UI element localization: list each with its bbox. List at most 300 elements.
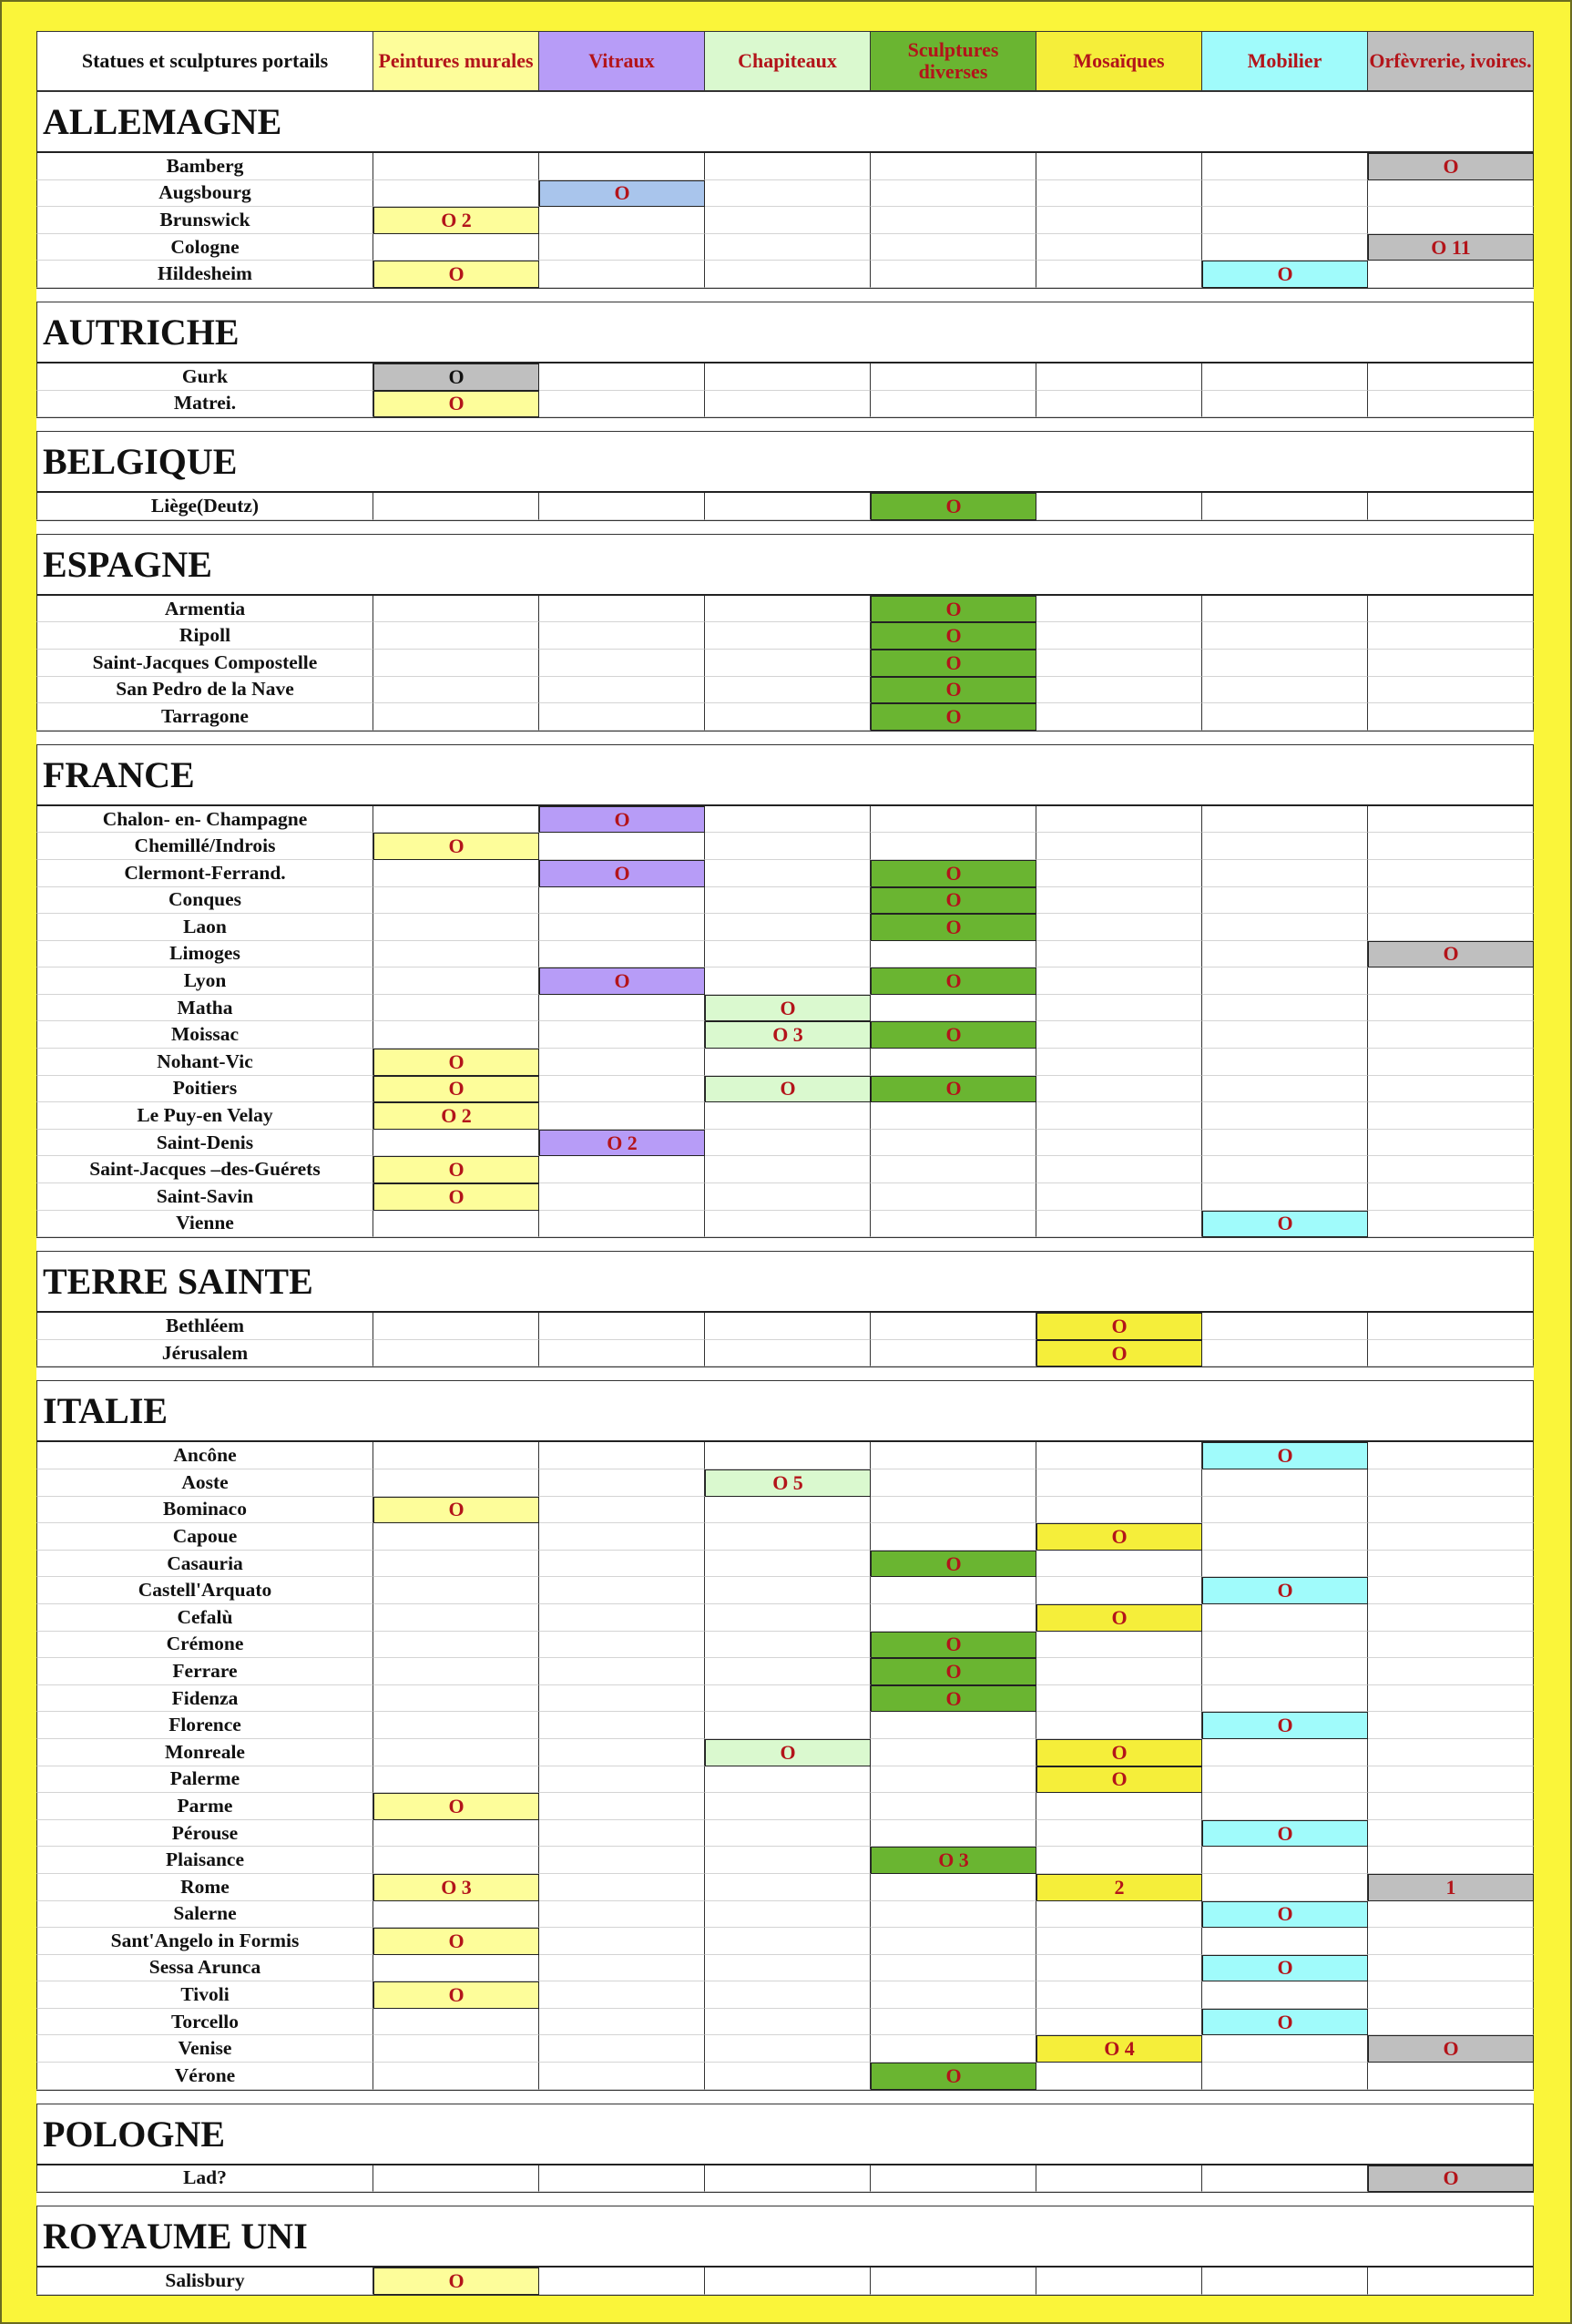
marker-cell: O: [871, 1632, 1036, 1659]
place-name: Brunswick: [36, 207, 373, 234]
place-name: Gurk: [36, 363, 373, 391]
empty-cell: [1036, 1901, 1202, 1929]
empty-cell: [373, 493, 539, 520]
empty-cell: [539, 1712, 705, 1739]
empty-cell: [705, 1901, 871, 1929]
empty-cell: [1368, 622, 1534, 650]
empty-cell: [1368, 1497, 1534, 1524]
empty-cell: [539, 995, 705, 1022]
empty-cell: [871, 1156, 1036, 1183]
empty-cell: [1368, 1685, 1534, 1713]
empty-cell: [539, 1901, 705, 1929]
marker-cell: O: [373, 1497, 539, 1524]
empty-cell: [871, 1049, 1036, 1076]
empty-cell: [539, 2035, 705, 2063]
place-name: Lad?: [36, 2165, 373, 2193]
empty-cell: [373, 806, 539, 834]
empty-cell: [539, 1523, 705, 1551]
empty-cell: [705, 1793, 871, 1820]
empty-cell: [871, 1955, 1036, 1982]
empty-cell: [373, 1901, 539, 1929]
empty-cell: [373, 887, 539, 915]
marker-cell: O: [871, 596, 1036, 623]
empty-cell: [705, 493, 871, 520]
marker-cell: O: [1202, 2009, 1368, 2036]
empty-cell: [1202, 2063, 1368, 2090]
empty-cell: [373, 1658, 539, 1685]
marker-cell: O: [1036, 1739, 1202, 1766]
empty-cell: [705, 1523, 871, 1551]
empty-cell: [539, 833, 705, 860]
empty-cell: [1368, 1469, 1534, 1497]
place-name: Saint-Savin: [36, 1183, 373, 1211]
empty-cell: [539, 1820, 705, 1848]
empty-cell: [1368, 1102, 1534, 1130]
empty-cell: [705, 1313, 871, 1340]
empty-cell: [705, 1847, 871, 1874]
empty-cell: [871, 1523, 1036, 1551]
marker-cell: O: [871, 860, 1036, 887]
empty-cell: [373, 941, 539, 968]
empty-cell: [1036, 1928, 1202, 1955]
empty-cell: [1036, 207, 1202, 234]
empty-cell: [1036, 2063, 1202, 2090]
empty-cell: [539, 1981, 705, 2009]
empty-cell: [373, 1523, 539, 1551]
marker-cell: O: [373, 391, 539, 418]
empty-cell: [705, 234, 871, 261]
empty-cell: [539, 1632, 705, 1659]
place-name: Rome: [36, 1874, 373, 1901]
empty-cell: [1202, 2035, 1368, 2063]
marker-cell: O 5: [705, 1469, 871, 1497]
empty-cell: [539, 1928, 705, 1955]
empty-cell: [373, 1551, 539, 1578]
empty-cell: [539, 153, 705, 180]
empty-cell: [539, 1102, 705, 1130]
marker-cell: O: [705, 995, 871, 1022]
place-name: Plaisance: [36, 1847, 373, 1874]
empty-cell: [539, 1156, 705, 1183]
place-name: Saint-Denis: [36, 1130, 373, 1157]
empty-cell: [1202, 622, 1368, 650]
place-name: Aoste: [36, 1469, 373, 1497]
empty-cell: [1368, 1739, 1534, 1766]
empty-cell: [705, 1604, 871, 1632]
empty-cell: [373, 1766, 539, 1794]
place-name: Chemillé/Indrois: [36, 833, 373, 860]
empty-cell: [373, 622, 539, 650]
country-heading: AUTRICHE: [36, 302, 1534, 363]
empty-cell: [871, 1712, 1036, 1739]
header-cell: Peintures murales: [373, 31, 539, 91]
place-name: Palerme: [36, 1766, 373, 1794]
empty-cell: [1036, 1712, 1202, 1739]
header-cell: Vitraux: [539, 31, 705, 91]
marker-cell: O: [373, 261, 539, 288]
empty-cell: [539, 1076, 705, 1103]
marker-cell: O: [1368, 2165, 1534, 2193]
place-name: Ferrare: [36, 1658, 373, 1685]
place-name: Cologne: [36, 234, 373, 261]
empty-cell: [871, 941, 1036, 968]
empty-cell: [1036, 180, 1202, 208]
empty-cell: [1202, 363, 1368, 391]
marker-cell: 1: [1368, 1874, 1534, 1901]
section-separator: [36, 1237, 1534, 1251]
empty-cell: [1202, 833, 1368, 860]
empty-cell: [705, 1712, 871, 1739]
empty-cell: [1368, 1604, 1534, 1632]
empty-cell: [1202, 596, 1368, 623]
empty-cell: [539, 1551, 705, 1578]
empty-cell: [1202, 234, 1368, 261]
empty-cell: [705, 650, 871, 677]
place-name: Sessa Arunca: [36, 1955, 373, 1982]
empty-cell: [705, 914, 871, 941]
empty-cell: [1202, 2268, 1368, 2295]
empty-cell: [1202, 914, 1368, 941]
empty-cell: [1202, 860, 1368, 887]
place-name: Saint-Jacques –des-Guérets: [36, 1156, 373, 1183]
place-name: Poitiers: [36, 1076, 373, 1103]
empty-cell: [539, 1766, 705, 1794]
empty-cell: [705, 1442, 871, 1469]
place-name: Laon: [36, 914, 373, 941]
country-heading: ALLEMAGNE: [36, 91, 1534, 153]
place-name: Liège(Deutz): [36, 493, 373, 520]
empty-cell: [373, 180, 539, 208]
marker-cell: O: [705, 1739, 871, 1766]
empty-cell: [705, 833, 871, 860]
place-name: Fidenza: [36, 1685, 373, 1713]
marker-cell: O: [373, 1793, 539, 1820]
empty-cell: [1202, 941, 1368, 968]
empty-cell: [1202, 1739, 1368, 1766]
empty-cell: [705, 1211, 871, 1238]
marker-cell: O: [871, 703, 1036, 731]
place-name: Ripoll: [36, 622, 373, 650]
empty-cell: [539, 1955, 705, 1982]
empty-cell: [1036, 833, 1202, 860]
empty-cell: [1202, 1874, 1368, 1901]
empty-cell: [1368, 1847, 1534, 1874]
empty-cell: [705, 1577, 871, 1604]
empty-cell: [1036, 363, 1202, 391]
marker-cell: O: [539, 180, 705, 208]
empty-cell: [1368, 2009, 1534, 2036]
place-name: Torcello: [36, 2009, 373, 2036]
empty-cell: [539, 363, 705, 391]
empty-cell: [705, 1685, 871, 1713]
marker-cell: O: [373, 1076, 539, 1103]
marker-cell: O: [871, 914, 1036, 941]
empty-cell: [373, 2009, 539, 2036]
empty-cell: [871, 363, 1036, 391]
empty-cell: [373, 1632, 539, 1659]
empty-cell: [1036, 860, 1202, 887]
empty-cell: [1036, 1847, 1202, 1874]
empty-cell: [1368, 1340, 1534, 1367]
empty-cell: [1202, 493, 1368, 520]
empty-cell: [871, 261, 1036, 288]
empty-cell: [373, 2165, 539, 2193]
marker-cell: O 3: [871, 1847, 1036, 1874]
empty-cell: [373, 1577, 539, 1604]
empty-cell: [373, 967, 539, 995]
empty-cell: [1036, 1442, 1202, 1469]
empty-cell: [705, 1049, 871, 1076]
empty-cell: [705, 1874, 871, 1901]
empty-cell: [871, 1102, 1036, 1130]
empty-cell: [1202, 887, 1368, 915]
empty-cell: [373, 1955, 539, 1982]
place-name: Ancône: [36, 1442, 373, 1469]
empty-cell: [705, 1156, 871, 1183]
marker-cell: O: [871, 2063, 1036, 2090]
marker-cell: O: [373, 363, 539, 391]
empty-cell: [871, 1766, 1036, 1794]
empty-cell: [871, 1793, 1036, 1820]
empty-cell: [1368, 1523, 1534, 1551]
place-name: Monreale: [36, 1739, 373, 1766]
empty-cell: [1202, 1928, 1368, 1955]
empty-cell: [1202, 1551, 1368, 1578]
empty-cell: [705, 1497, 871, 1524]
country-heading: TERRE SAINTE: [36, 1251, 1534, 1313]
empty-cell: [871, 2009, 1036, 2036]
place-name: Crémone: [36, 1632, 373, 1659]
empty-cell: [373, 1313, 539, 1340]
empty-cell: [373, 914, 539, 941]
empty-cell: [871, 1211, 1036, 1238]
empty-cell: [1202, 1021, 1368, 1049]
empty-cell: [1202, 806, 1368, 834]
empty-cell: [705, 887, 871, 915]
empty-cell: [705, 967, 871, 995]
empty-cell: [1036, 995, 1202, 1022]
place-name: Chalon- en- Champagne: [36, 806, 373, 834]
place-name: Lyon: [36, 967, 373, 995]
marker-cell: O: [871, 967, 1036, 995]
place-name: Florence: [36, 1712, 373, 1739]
empty-cell: [539, 1497, 705, 1524]
empty-cell: [1202, 1313, 1368, 1340]
empty-cell: [1202, 1049, 1368, 1076]
marker-cell: O: [373, 1981, 539, 2009]
marker-cell: O: [871, 887, 1036, 915]
marker-cell: O 3: [373, 1874, 539, 1901]
empty-cell: [1036, 677, 1202, 704]
art-inventory-table: [36, 31, 1534, 2309]
empty-cell: [539, 2268, 705, 2295]
empty-cell: [871, 2035, 1036, 2063]
empty-cell: [539, 650, 705, 677]
empty-cell: [1368, 2268, 1534, 2295]
place-name: Limoges: [36, 941, 373, 968]
empty-cell: [1368, 1313, 1534, 1340]
marker-cell: O: [373, 1928, 539, 1955]
empty-cell: [871, 1497, 1036, 1524]
empty-cell: [539, 1049, 705, 1076]
empty-cell: [705, 1955, 871, 1982]
empty-cell: [539, 1340, 705, 1367]
empty-cell: [705, 1981, 871, 2009]
empty-cell: [539, 622, 705, 650]
empty-cell: [1036, 1469, 1202, 1497]
empty-cell: [539, 914, 705, 941]
empty-cell: [1368, 1130, 1534, 1157]
section-separator: [36, 288, 1534, 302]
empty-cell: [705, 2268, 871, 2295]
place-name: Bethléem: [36, 1313, 373, 1340]
place-name: Saint-Jacques Compostelle: [36, 650, 373, 677]
empty-cell: [1036, 887, 1202, 915]
empty-cell: [1368, 1211, 1534, 1238]
empty-cell: [1036, 234, 1202, 261]
empty-cell: [705, 207, 871, 234]
empty-cell: [1036, 1955, 1202, 1982]
empty-cell: [871, 1928, 1036, 1955]
empty-cell: [1202, 1076, 1368, 1103]
empty-cell: [871, 1739, 1036, 1766]
marker-cell: O: [1202, 1955, 1368, 1982]
empty-cell: [373, 860, 539, 887]
marker-cell: O: [373, 2268, 539, 2295]
empty-cell: [871, 1340, 1036, 1367]
empty-cell: [1368, 1712, 1534, 1739]
empty-cell: [1202, 677, 1368, 704]
empty-cell: [1368, 363, 1534, 391]
place-name: Sant'Angelo in Formis: [36, 1928, 373, 1955]
empty-cell: [1036, 153, 1202, 180]
place-name: Parme: [36, 1793, 373, 1820]
marker-cell: O: [373, 833, 539, 860]
empty-cell: [539, 941, 705, 968]
place-name: Matha: [36, 995, 373, 1022]
empty-cell: [539, 1685, 705, 1713]
empty-cell: [871, 2268, 1036, 2295]
empty-cell: [871, 207, 1036, 234]
marker-cell: O 2: [373, 1102, 539, 1130]
place-name: Casauria: [36, 1551, 373, 1578]
empty-cell: [1036, 391, 1202, 418]
country-heading: ITALIE: [36, 1380, 1534, 1442]
marker-cell: O: [1202, 1901, 1368, 1929]
empty-cell: [1036, 1685, 1202, 1713]
empty-cell: [539, 1874, 705, 1901]
marker-cell: O: [539, 806, 705, 834]
place-name: Jérusalem: [36, 1340, 373, 1367]
empty-cell: [705, 1551, 871, 1578]
place-name: Tarragone: [36, 703, 373, 731]
empty-cell: [1036, 1658, 1202, 1685]
empty-cell: [1202, 1156, 1368, 1183]
empty-cell: [373, 1340, 539, 1367]
empty-cell: [373, 1211, 539, 1238]
place-name: Venise: [36, 2035, 373, 2063]
empty-cell: [1202, 995, 1368, 1022]
section-separator: [36, 2090, 1534, 2104]
empty-cell: [1036, 2009, 1202, 2036]
place-name: Cefalù: [36, 1604, 373, 1632]
empty-cell: [1202, 1981, 1368, 2009]
empty-cell: [1202, 1497, 1368, 1524]
marker-cell: O: [1036, 1523, 1202, 1551]
empty-cell: [1202, 2165, 1368, 2193]
marker-cell: O: [1202, 261, 1368, 288]
empty-cell: [539, 596, 705, 623]
empty-cell: [1368, 995, 1534, 1022]
empty-cell: [1036, 1076, 1202, 1103]
empty-cell: [1368, 1766, 1534, 1794]
empty-cell: [539, 887, 705, 915]
empty-cell: [1368, 207, 1534, 234]
empty-cell: [1202, 1658, 1368, 1685]
marker-cell: O: [1036, 1604, 1202, 1632]
empty-cell: [373, 2063, 539, 2090]
empty-cell: [1036, 967, 1202, 995]
empty-cell: [1368, 860, 1534, 887]
country-heading: BELGIQUE: [36, 431, 1534, 493]
empty-cell: [1036, 703, 1202, 731]
empty-cell: [1202, 1469, 1368, 1497]
empty-cell: [539, 207, 705, 234]
header-cell: Mobilier: [1202, 31, 1368, 91]
empty-cell: [1368, 391, 1534, 418]
place-name: Matrei.: [36, 391, 373, 418]
empty-cell: [1036, 1183, 1202, 1211]
empty-cell: [1036, 261, 1202, 288]
empty-cell: [1202, 1847, 1368, 1874]
marker-cell: O: [1202, 1712, 1368, 1739]
marker-cell: O: [1202, 1211, 1368, 1238]
place-name: Bominaco: [36, 1497, 373, 1524]
empty-cell: [1036, 1130, 1202, 1157]
empty-cell: [1202, 650, 1368, 677]
marker-cell: O: [871, 1658, 1036, 1685]
empty-cell: [1036, 1211, 1202, 1238]
empty-cell: [1202, 1183, 1368, 1211]
empty-cell: [539, 1847, 705, 1874]
place-name: San Pedro de la Nave: [36, 677, 373, 704]
empty-cell: [1202, 207, 1368, 234]
empty-cell: [871, 1981, 1036, 2009]
empty-cell: [871, 1130, 1036, 1157]
marker-cell: O: [871, 650, 1036, 677]
empty-cell: [1368, 833, 1534, 860]
place-name: Le Puy-en Velay: [36, 1102, 373, 1130]
empty-cell: [539, 1021, 705, 1049]
empty-cell: [373, 650, 539, 677]
empty-cell: [705, 1340, 871, 1367]
marker-cell: O: [1368, 2035, 1534, 2063]
empty-cell: [1036, 493, 1202, 520]
empty-cell: [705, 677, 871, 704]
empty-cell: [1036, 1497, 1202, 1524]
empty-cell: [1368, 1793, 1534, 1820]
empty-cell: [1036, 596, 1202, 623]
empty-cell: [1202, 1340, 1368, 1367]
place-name: Armentia: [36, 596, 373, 623]
empty-cell: [373, 596, 539, 623]
marker-cell: O: [871, 1021, 1036, 1049]
marker-cell: O: [871, 677, 1036, 704]
empty-cell: [871, 391, 1036, 418]
empty-cell: [1202, 1632, 1368, 1659]
empty-cell: [539, 1211, 705, 1238]
empty-cell: [1202, 1523, 1368, 1551]
